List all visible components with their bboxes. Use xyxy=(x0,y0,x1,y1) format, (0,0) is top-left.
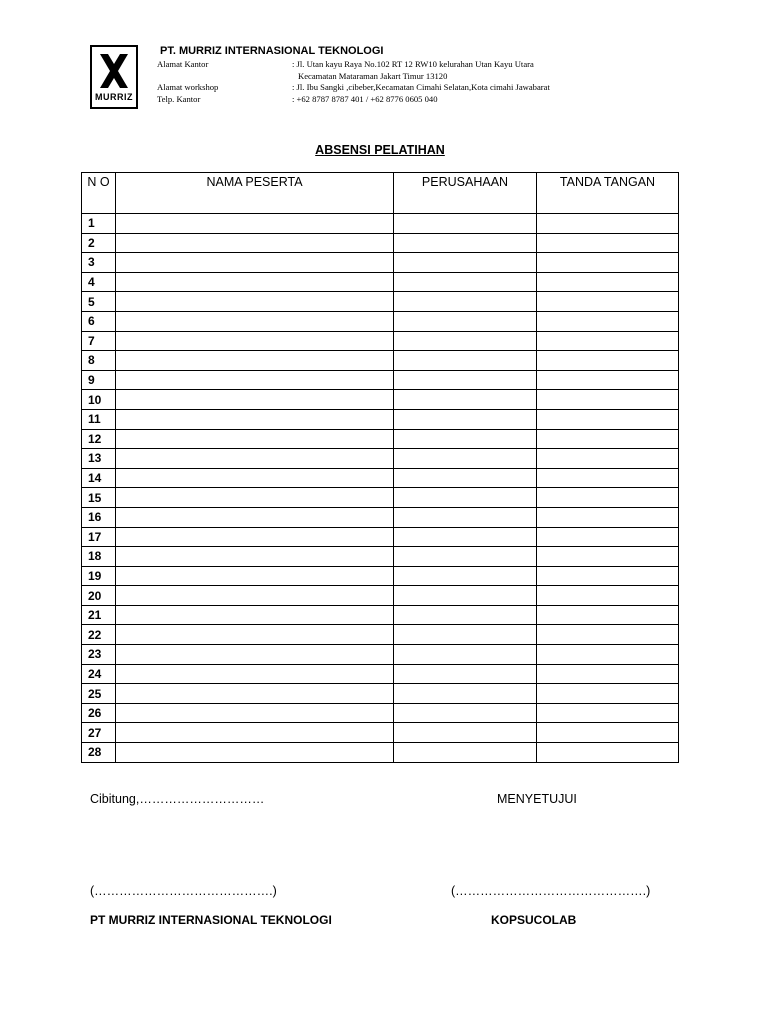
table-row xyxy=(82,547,679,567)
row-number: 20 xyxy=(82,586,116,606)
nama-peserta-cell[interactable] xyxy=(116,645,394,665)
perusahaan-cell[interactable] xyxy=(394,409,537,429)
tanda-tangan-cell[interactable] xyxy=(537,703,679,723)
company-logo xyxy=(90,45,138,109)
tanda-tangan-cell[interactable] xyxy=(537,370,679,390)
row-number: 18 xyxy=(82,547,116,567)
row-number: 21 xyxy=(82,605,116,625)
perusahaan-cell[interactable] xyxy=(394,370,537,390)
nama-peserta-cell[interactable] xyxy=(116,468,394,488)
table-row xyxy=(82,390,679,410)
approval-label: MENYETUJUI xyxy=(497,792,577,806)
logo-text: MURRIZ xyxy=(95,92,133,102)
row-number: 25 xyxy=(82,684,116,704)
tanda-tangan-cell[interactable] xyxy=(537,547,679,567)
row-number: 4 xyxy=(82,272,116,292)
perusahaan-cell[interactable] xyxy=(394,331,537,351)
table-row xyxy=(82,272,679,292)
column-header-tanda-tangan: TANDA TANGAN xyxy=(537,173,679,214)
perusahaan-cell[interactable] xyxy=(394,311,537,331)
tanda-tangan-cell[interactable] xyxy=(537,566,679,586)
tanda-tangan-cell[interactable] xyxy=(537,331,679,351)
row-number: 14 xyxy=(82,468,116,488)
row-number: 13 xyxy=(82,449,116,469)
row-number: 9 xyxy=(82,370,116,390)
tanda-tangan-cell[interactable] xyxy=(537,645,679,665)
perusahaan-cell[interactable] xyxy=(394,292,537,312)
perusahaan-cell[interactable] xyxy=(394,566,537,586)
nama-peserta-cell[interactable] xyxy=(116,664,394,684)
table-row xyxy=(82,527,679,547)
row-number: 2 xyxy=(82,233,116,253)
tanda-tangan-cell[interactable] xyxy=(537,527,679,547)
nama-peserta-cell[interactable] xyxy=(116,625,394,645)
table-row xyxy=(82,449,679,469)
tanda-tangan-cell[interactable] xyxy=(537,743,679,763)
tanda-tangan-cell[interactable] xyxy=(537,253,679,273)
nama-peserta-cell[interactable] xyxy=(116,331,394,351)
perusahaan-cell[interactable] xyxy=(394,214,537,234)
perusahaan-cell[interactable] xyxy=(394,449,537,469)
nama-peserta-cell[interactable] xyxy=(116,429,394,449)
organization-left: PT MURRIZ INTERNASIONAL TEKNOLOGI xyxy=(90,913,332,927)
row-number: 12 xyxy=(82,429,116,449)
row-number: 7 xyxy=(82,331,116,351)
murriz-logo-icon xyxy=(98,52,130,90)
perusahaan-cell[interactable] xyxy=(394,703,537,723)
tanda-tangan-cell[interactable] xyxy=(537,449,679,469)
row-number: 16 xyxy=(82,507,116,527)
column-header-no: N O xyxy=(82,173,116,214)
row-number: 8 xyxy=(82,351,116,371)
tanda-tangan-cell[interactable] xyxy=(537,409,679,429)
company-name: PT. MURRIZ INTERNASIONAL TEKNOLOGI xyxy=(160,45,384,57)
organization-right: KOPSUCOLAB xyxy=(491,913,577,927)
nama-peserta-cell[interactable] xyxy=(116,233,394,253)
tanda-tangan-cell[interactable] xyxy=(537,272,679,292)
table-row xyxy=(82,351,679,371)
workshop-label: Alamat workshop xyxy=(157,82,219,92)
perusahaan-cell[interactable] xyxy=(394,684,537,704)
nama-peserta-cell[interactable] xyxy=(116,507,394,527)
phone-label: Telp. Kantor xyxy=(157,93,201,104)
row-number: 17 xyxy=(82,527,116,547)
office-value: : Jl. Utan kayu Raya No.102 RT 12 RW10 kelurahan Utan Kayu Utara xyxy=(292,59,534,69)
table-row xyxy=(82,625,679,645)
row-number: 22 xyxy=(82,625,116,645)
nama-peserta-cell[interactable] xyxy=(116,370,394,390)
row-number: 28 xyxy=(82,743,116,763)
table-row xyxy=(82,292,679,312)
nama-peserta-cell[interactable] xyxy=(116,272,394,292)
table-row xyxy=(82,664,679,684)
perusahaan-cell[interactable] xyxy=(394,586,537,606)
tanda-tangan-cell[interactable] xyxy=(537,488,679,508)
row-number: 26 xyxy=(82,703,116,723)
table-row xyxy=(82,233,679,253)
row-number: 3 xyxy=(82,253,116,273)
place-date: Cibitung,………………………… xyxy=(90,792,265,806)
table-row xyxy=(82,214,679,234)
row-number: 15 xyxy=(82,488,116,508)
tanda-tangan-cell[interactable] xyxy=(537,311,679,331)
nama-peserta-cell[interactable] xyxy=(116,311,394,331)
nama-peserta-cell[interactable] xyxy=(116,449,394,469)
perusahaan-cell[interactable] xyxy=(394,527,537,547)
perusahaan-cell[interactable] xyxy=(394,253,537,273)
office-value-cont: Kecamatan Mataraman Jakart Timur 13120 xyxy=(298,70,448,81)
perusahaan-cell[interactable] xyxy=(394,233,537,253)
perusahaan-cell[interactable] xyxy=(394,351,537,371)
perusahaan-cell[interactable] xyxy=(394,488,537,508)
perusahaan-cell[interactable] xyxy=(394,625,537,645)
perusahaan-cell[interactable] xyxy=(394,605,537,625)
nama-peserta-cell[interactable] xyxy=(116,488,394,508)
perusahaan-cell[interactable] xyxy=(394,468,537,488)
row-number: 24 xyxy=(82,664,116,684)
nama-peserta-cell[interactable] xyxy=(116,390,394,410)
tanda-tangan-cell[interactable] xyxy=(537,507,679,527)
nama-peserta-cell[interactable] xyxy=(116,566,394,586)
tanda-tangan-cell[interactable] xyxy=(537,390,679,410)
signature-line-right: (……………………………………….) xyxy=(451,884,651,898)
tanda-tangan-cell[interactable] xyxy=(537,605,679,625)
row-number: 10 xyxy=(82,390,116,410)
perusahaan-cell[interactable] xyxy=(394,507,537,527)
table-row xyxy=(82,468,679,488)
nama-peserta-cell[interactable] xyxy=(116,684,394,704)
column-header-nama-peserta: NAMA PESERTA xyxy=(116,173,394,214)
perusahaan-cell[interactable] xyxy=(394,645,537,665)
tanda-tangan-cell[interactable] xyxy=(537,351,679,371)
workshop-value: : Jl. Ibu Sangki ,cibeber,Kecamatan Cimahi Selatan,Kota cimahi Jawabarat xyxy=(292,82,550,92)
tanda-tangan-cell[interactable] xyxy=(537,468,679,488)
nama-peserta-cell[interactable] xyxy=(116,547,394,567)
row-number: 19 xyxy=(82,566,116,586)
document-title: ABSENSI PELATIHAN xyxy=(315,143,445,157)
row-number: 27 xyxy=(82,723,116,743)
perusahaan-cell[interactable] xyxy=(394,429,537,449)
nama-peserta-cell[interactable] xyxy=(116,605,394,625)
perusahaan-cell[interactable] xyxy=(394,723,537,743)
row-number: 23 xyxy=(82,645,116,665)
table-row xyxy=(82,488,679,508)
tanda-tangan-cell[interactable] xyxy=(537,664,679,684)
perusahaan-cell[interactable] xyxy=(394,547,537,567)
row-number: 6 xyxy=(82,311,116,331)
table-row xyxy=(82,370,679,390)
table-row xyxy=(82,253,679,273)
table-row xyxy=(82,409,679,429)
table-row xyxy=(82,703,679,723)
table-row xyxy=(82,331,679,351)
table-row xyxy=(82,605,679,625)
nama-peserta-cell[interactable] xyxy=(116,743,394,763)
table-row xyxy=(82,507,679,527)
tanda-tangan-cell[interactable] xyxy=(537,233,679,253)
table-row xyxy=(82,723,679,743)
table-row xyxy=(82,429,679,449)
attendance-table xyxy=(81,172,679,763)
nama-peserta-cell[interactable] xyxy=(116,703,394,723)
table-row xyxy=(82,645,679,665)
row-number: 5 xyxy=(82,292,116,312)
tanda-tangan-cell[interactable] xyxy=(537,586,679,606)
nama-peserta-cell[interactable] xyxy=(116,214,394,234)
tanda-tangan-cell[interactable] xyxy=(537,723,679,743)
perusahaan-cell[interactable] xyxy=(394,664,537,684)
table-row xyxy=(82,566,679,586)
signature-line-left: (…………………………………….) xyxy=(90,884,277,898)
row-number: 1 xyxy=(82,214,116,234)
tanda-tangan-cell[interactable] xyxy=(537,684,679,704)
table-row xyxy=(82,586,679,606)
nama-peserta-cell[interactable] xyxy=(116,586,394,606)
phone-value: : +62 8787 8787 401 / +62 8776 0605 040 xyxy=(292,93,438,104)
nama-peserta-cell[interactable] xyxy=(116,409,394,429)
perusahaan-cell[interactable] xyxy=(394,743,537,763)
tanda-tangan-cell[interactable] xyxy=(537,292,679,312)
perusahaan-cell[interactable] xyxy=(394,390,537,410)
perusahaan-cell[interactable] xyxy=(394,272,537,292)
nama-peserta-cell[interactable] xyxy=(116,253,394,273)
row-number: 11 xyxy=(82,409,116,429)
office-label: Alamat Kantor xyxy=(157,59,209,69)
table-row xyxy=(82,311,679,331)
tanda-tangan-cell[interactable] xyxy=(537,625,679,645)
column-header-perusahaan: PERUSAHAAN xyxy=(394,173,537,214)
tanda-tangan-cell[interactable] xyxy=(537,429,679,449)
table-row xyxy=(82,743,679,763)
nama-peserta-cell[interactable] xyxy=(116,292,394,312)
tanda-tangan-cell[interactable] xyxy=(537,214,679,234)
nama-peserta-cell[interactable] xyxy=(116,527,394,547)
table-row xyxy=(82,684,679,704)
table-header-row xyxy=(82,173,679,214)
nama-peserta-cell[interactable] xyxy=(116,351,394,371)
nama-peserta-cell[interactable] xyxy=(116,723,394,743)
